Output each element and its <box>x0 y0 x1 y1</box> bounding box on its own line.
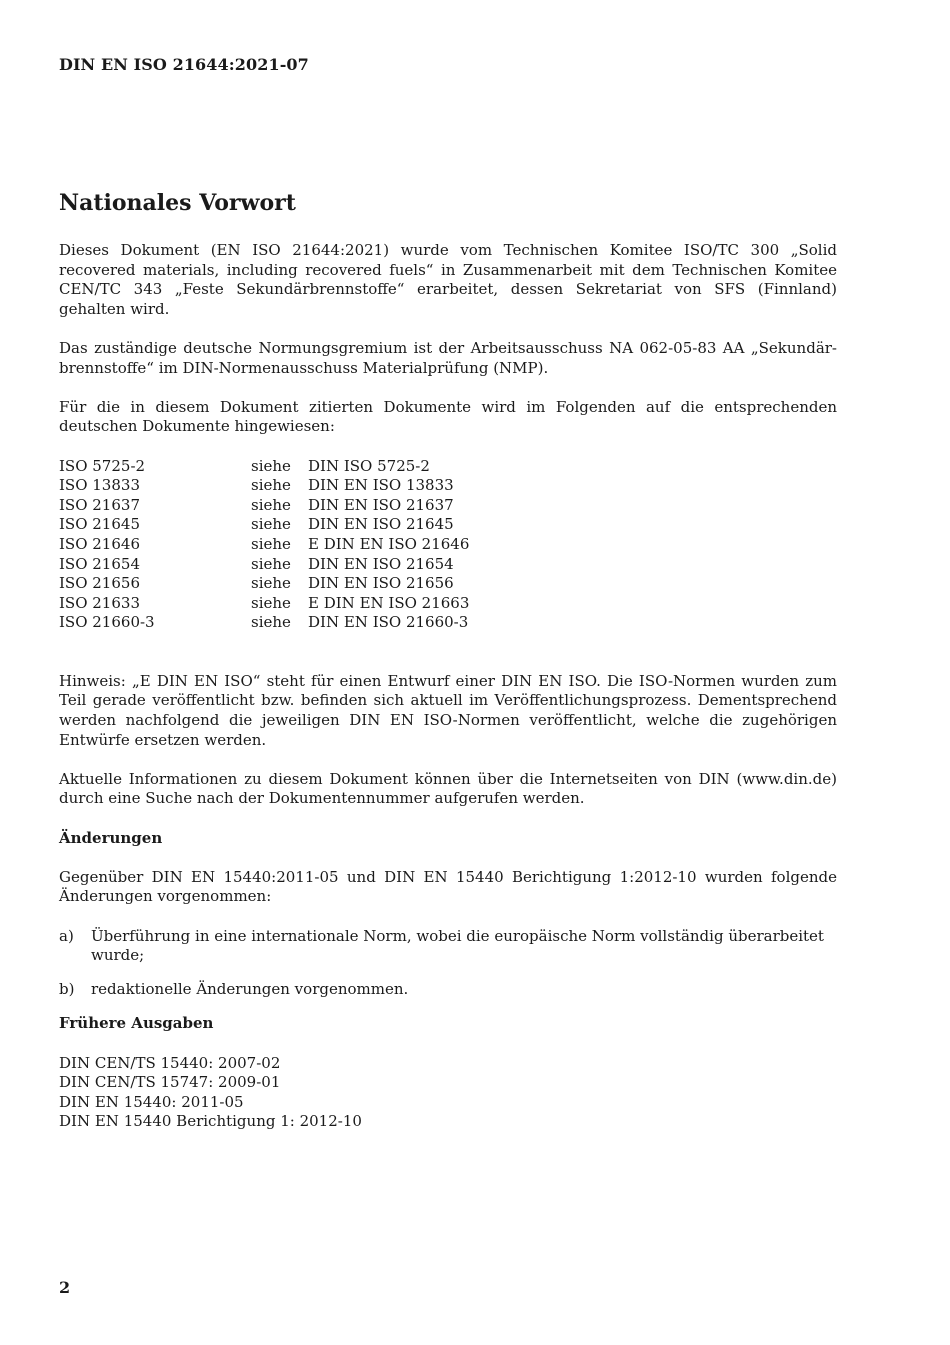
reference-din: DIN EN ISO 21660-3 <box>308 613 469 632</box>
reference-din: DIN EN ISO 21654 <box>308 554 454 573</box>
reference-row <box>59 535 837 555</box>
committee-paragraph: Das zuständige deutsche Normungsgremium ist der Arbeitsausschuss NA 062-05-83 AA „Sekundär-brennstoffe“ im DIN-Normenausschuss Materialprüfung (NMP). <box>59 338 837 377</box>
page-content <box>59 188 837 1132</box>
reference-row <box>59 496 837 516</box>
hinweis-paragraph: Hinweis: „E DIN EN ISO“ steht für einen Entwurf einer DIN EN ISO. Die ISO-Normen wurden zum Teil gerade veröffentlicht bzw. befinden sich aktuell im Veröffentlichungsprozess. Dementsprechend werden nachfolgend die jeweiligen DIN EN ISO-Normen veröffentlicht, welche die zugehörigen Entwürfe ersetzen werden. <box>59 671 837 749</box>
changes-intro-paragraph: Gegenüber DIN EN 15440:2011-05 und DIN EN 15440 Berichtigung 1:2012-10 wurden folgende Änderungen vorgenommen: <box>59 867 837 906</box>
reference-siehe: siehe <box>251 554 291 573</box>
reference-siehe: siehe <box>251 495 291 514</box>
list-marker: b) <box>59 980 75 999</box>
reference-row <box>59 476 837 496</box>
previous-edition-item: DIN EN 15440: 2011-05 <box>59 1092 244 1111</box>
previous-edition-item: DIN CEN/TS 15440: 2007-02 <box>59 1053 281 1072</box>
reference-din: DIN EN ISO 21656 <box>308 574 454 593</box>
reference-iso: ISO 21633 <box>59 593 140 612</box>
reference-iso: ISO 21646 <box>59 534 140 553</box>
reference-table <box>59 457 837 633</box>
reference-iso: ISO 21656 <box>59 574 140 593</box>
intro-paragraph: Dieses Dokument (EN ISO 21644:2021) wurde vom Technischen Komitee ISO/TC 300 „Solid recovered materials, including recovered fuels“ in Zusammenarbeit mit dem Technischen Komitee CEN/TC 343 „Feste Sekundärbrennstoffe“ erarbeitet, dessen Sekretariat von SFS (Finnland) gehalten wird. <box>59 241 837 318</box>
reference-row <box>59 515 837 535</box>
reference-siehe: siehe <box>251 515 291 534</box>
reference-iso: ISO 21637 <box>59 495 140 514</box>
reference-siehe: siehe <box>251 534 291 553</box>
reference-siehe: siehe <box>251 574 291 593</box>
reference-row <box>59 613 837 633</box>
previous-edition-item: DIN CEN/TS 15747: 2009-01 <box>59 1073 281 1092</box>
list-item-text: Überführung in eine internationale Norm, wobei die europäische Norm vollständig überarbeitet wurde; <box>91 926 824 965</box>
reference-row <box>59 594 837 614</box>
reference-din: DIN EN ISO 21637 <box>308 495 454 514</box>
list-item <box>59 980 837 1000</box>
references-intro-paragraph: Für die in diesem Dokument zitierten Dokumente wird im Folgenden auf die entsprechenden deutschen Dokumente hingewiesen: <box>59 397 837 436</box>
reference-siehe: siehe <box>251 456 291 475</box>
reference-siehe: siehe <box>251 613 291 632</box>
info-paragraph: Aktuelle Informationen zu diesem Dokument können über die Internetseiten von DIN (www.din.de) durch eine Suche nach der Dokumentennummer aufgerufen werden. <box>59 769 837 808</box>
reference-siehe: siehe <box>251 476 291 495</box>
reference-iso: ISO 21654 <box>59 554 140 573</box>
reference-iso: ISO 5725-2 <box>59 456 146 475</box>
list-item <box>59 927 837 966</box>
document-id-header: DIN EN ISO 21644:2021-07 <box>59 55 309 74</box>
reference-row <box>59 574 837 594</box>
reference-row <box>59 457 837 477</box>
list-item-text: redaktionelle Änderungen vorgenommen. <box>91 980 409 999</box>
page-number: 2 <box>59 1278 71 1297</box>
previous-editions-list <box>59 1054 837 1132</box>
reference-siehe: siehe <box>251 593 291 612</box>
reference-din: E DIN EN ISO 21646 <box>308 534 470 553</box>
previous-edition-item: DIN EN 15440 Berichtigung 1: 2012-10 <box>59 1112 362 1131</box>
reference-din: DIN EN ISO 13833 <box>308 476 454 495</box>
changes-heading: Änderungen <box>59 828 163 847</box>
reference-row <box>59 555 837 575</box>
previous-editions-heading: Frühere Ausgaben <box>59 1014 214 1033</box>
reference-iso: ISO 13833 <box>59 476 140 495</box>
page-title: Nationales Vorwort <box>59 190 296 216</box>
reference-din: DIN EN ISO 21645 <box>308 515 454 534</box>
changes-list <box>59 927 837 1000</box>
reference-iso: ISO 21645 <box>59 515 140 534</box>
list-marker: a) <box>59 926 74 945</box>
reference-iso: ISO 21660-3 <box>59 613 155 632</box>
reference-din: DIN ISO 5725-2 <box>308 456 430 475</box>
reference-din: E DIN EN ISO 21663 <box>308 593 470 612</box>
